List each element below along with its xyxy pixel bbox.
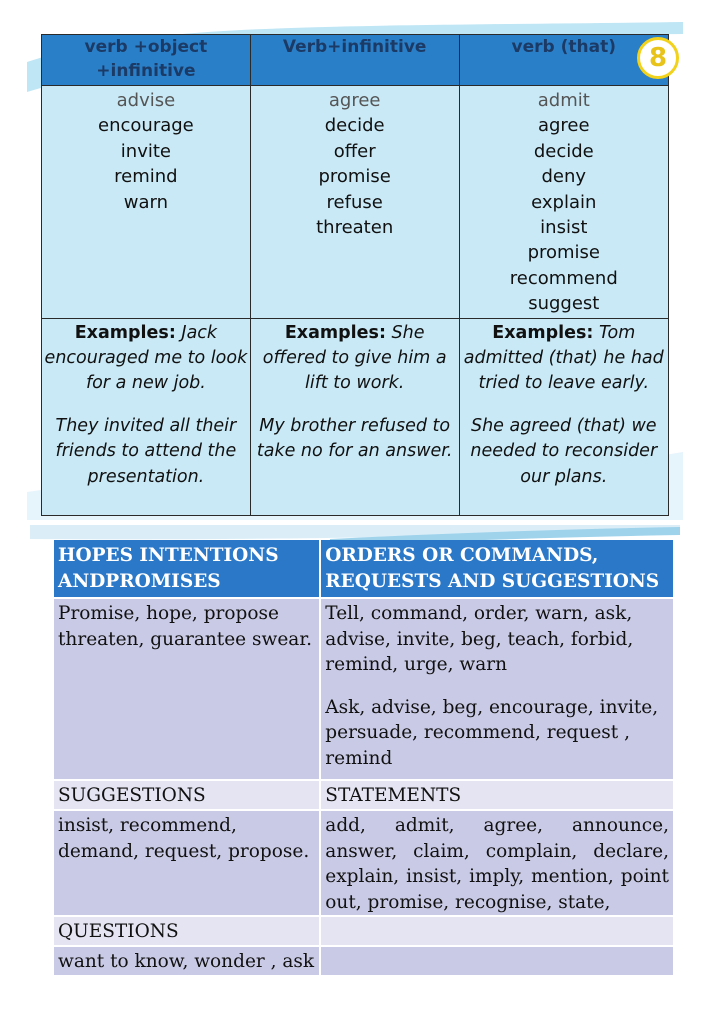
hopes-verbs-text: Promise, hope, propose threaten, guarantee swear. <box>58 603 313 650</box>
suggestions-verb-list <box>54 811 319 915</box>
example-sentence: Tom admitted (that) he had tried to leave early. <box>463 322 664 394</box>
verb-list-that <box>459 86 668 319</box>
statements-verb-list <box>321 811 673 915</box>
header-verb-object-infinitive: verb +object +infinitive <box>42 35 251 86</box>
verb-item: admit <box>537 90 590 111</box>
verb-item: promise <box>318 166 391 188</box>
examples-infinitive <box>250 318 459 515</box>
examples-label: Examples: <box>284 322 386 343</box>
examples-label: Examples: <box>74 322 176 343</box>
suggestions-label: SUGGESTIONS <box>54 781 319 809</box>
example-sentence: She agreed (that) we needed to reconsider our plans. <box>470 415 658 487</box>
suggestions-verbs-text: insist, recommend, demand, request, propose. <box>58 815 310 862</box>
verb-list-infinitive <box>250 86 459 319</box>
verb-item: decide <box>324 115 385 137</box>
verb-patterns-table <box>41 34 669 516</box>
verb-item: suggest <box>528 293 600 315</box>
verb-item: explain <box>531 191 597 213</box>
example-sentence: She offered to give him a lift to work. <box>262 322 447 394</box>
orders-verbs-text-2: Ask, advise, beg, encourage, invite, persuade, recommend, request , remind <box>325 696 659 769</box>
verb-item: advise <box>116 90 176 111</box>
example-sentence: Jack encouraged me to look for a new job. <box>44 322 248 394</box>
reporting-verbs-table <box>52 538 675 977</box>
verb-item: warn <box>123 191 169 213</box>
verb-patterns-slide <box>27 22 683 520</box>
verb-item: encourage <box>98 115 194 137</box>
verb-item: deny <box>541 166 587 188</box>
verb-item: refuse <box>326 191 383 213</box>
verb-item: invite <box>120 140 171 162</box>
questions-label: QUESTIONS <box>54 917 319 945</box>
header-verb-that: verb (that) <box>459 35 668 86</box>
verb-item: agree <box>328 90 381 111</box>
header-hopes-intentions-promises: HOPES INTENTIONS ANDPROMISES <box>54 540 319 597</box>
statements-label: STATEMENTS <box>321 781 673 809</box>
example-sentence: They invited all their friends to attend the presentation. <box>55 415 237 487</box>
examples-that <box>459 318 668 515</box>
hopes-verb-list <box>54 599 319 779</box>
verb-item: offer <box>333 140 376 162</box>
questions-verb-list: want to know, wonder , ask <box>54 947 319 975</box>
verb-item: agree <box>537 115 590 137</box>
examples-object-infinitive <box>42 318 251 515</box>
empty-cell <box>321 947 673 975</box>
orders-verb-list <box>321 599 673 779</box>
header-verb-infinitive: Verb+infinitive <box>250 35 459 86</box>
page-number-badge <box>637 37 679 79</box>
verb-item: promise <box>527 242 600 264</box>
verb-item: insist <box>540 217 588 239</box>
verb-item: decide <box>533 140 594 162</box>
verb-item: remind <box>114 166 178 188</box>
orders-verbs-text-1: Tell, command, order, warn, ask, advise, invite, beg, teach, forbid, remind, urge, warn <box>325 603 634 676</box>
example-sentence: My brother refused to take no for an answer. <box>256 415 453 462</box>
statements-verbs-text: add, admit, agree, announce, answer, claim, complain, declare, explain, insist, imply, mention, point out, promise, recognise, state, <box>325 815 669 913</box>
verb-list-object-infinitive <box>42 86 251 319</box>
header-orders-requests-suggestions: ORDERS OR COMMANDS, REQUESTS AND SUGGESTIONS <box>321 540 673 597</box>
examples-label: Examples: <box>492 322 594 343</box>
empty-cell <box>321 917 673 945</box>
reporting-verbs-slide <box>30 525 680 995</box>
verb-item: recommend <box>509 267 618 289</box>
verb-item: threaten <box>316 217 394 239</box>
badge-number: 8 <box>648 43 668 73</box>
